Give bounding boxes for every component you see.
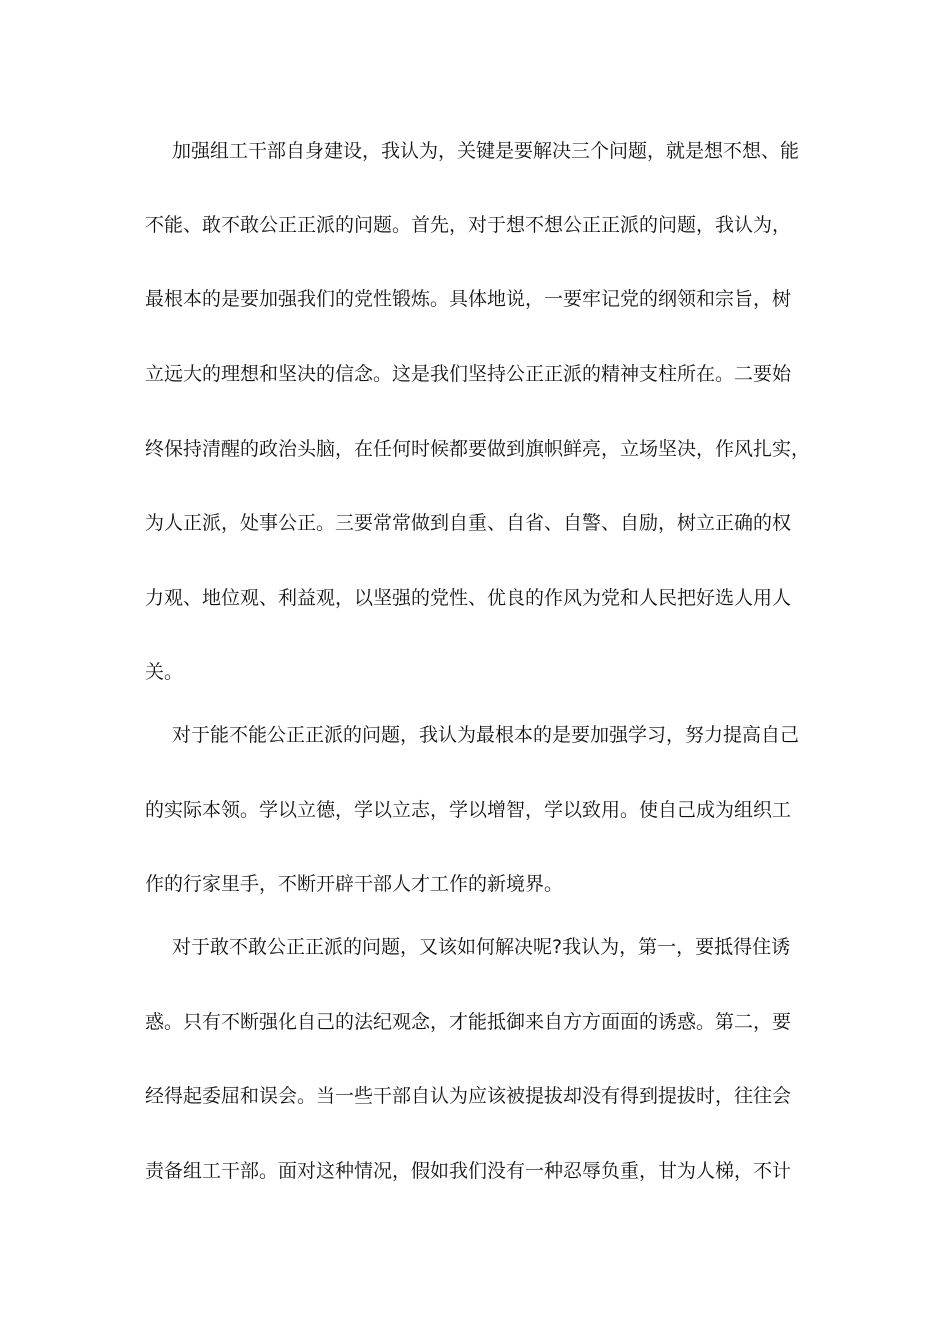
text-line: 责备组工干部。面对这种情况，假如我们没有一种忍辱负重，甘为人梯，不计 bbox=[145, 1160, 792, 1182]
text-line: 力观、地位观、利益观，以坚强的党性、优良的作风为党和人民把好选人用人 bbox=[145, 587, 792, 609]
text-line: 对于敢不敢公正正派的问题，又该如何解决呢?我认为，第一，要抵得住诱 bbox=[172, 936, 791, 958]
text-line: 对于能不能公正正派的问题，我认为最根本的是要加强学习，努力提高自己 bbox=[172, 724, 800, 746]
text-line: 不能、敢不敢公正正派的问题。首先，对于想不想公正正派的问题，我认为， bbox=[145, 214, 792, 236]
text-line: 最根本的是要加强我们的党性锻炼。具体地说，一要牢记党的纲领和宗旨，树 bbox=[145, 288, 792, 310]
text-line: 的实际本领。学以立德，学以立志，学以增智，学以致用。使自己成为组织工 bbox=[145, 799, 792, 821]
text-line: 惑。只有不断强化自己的法纪观念，才能抵御来自方方面面的诱惑。第二，要 bbox=[145, 1011, 792, 1033]
text-line: 关。 bbox=[145, 661, 184, 683]
text-line: 经得起委屈和误会。当一些干部自认为应该被提拔却没有得到提拔时，往往会 bbox=[145, 1085, 792, 1107]
text-line: 终保持清醒的政治头脑，在任何时候都要做到旗帜鲜亮，立场坚决，作风扎实， bbox=[145, 438, 811, 460]
text-line: 作的行家里手，不断开辟干部人才工作的新境界。 bbox=[145, 873, 564, 895]
text-line: 为人正派，处事公正。三要常常做到自重、自省、自警、自励，树立正确的权 bbox=[145, 512, 792, 534]
text-line: 加强组工干部自身建设，我认为，关键是要解决三个问题，就是想不想、能 bbox=[172, 140, 800, 162]
text-line: 立远大的理想和坚决的信念。这是我们坚持公正正派的精神支柱所在。二要始 bbox=[145, 363, 792, 385]
